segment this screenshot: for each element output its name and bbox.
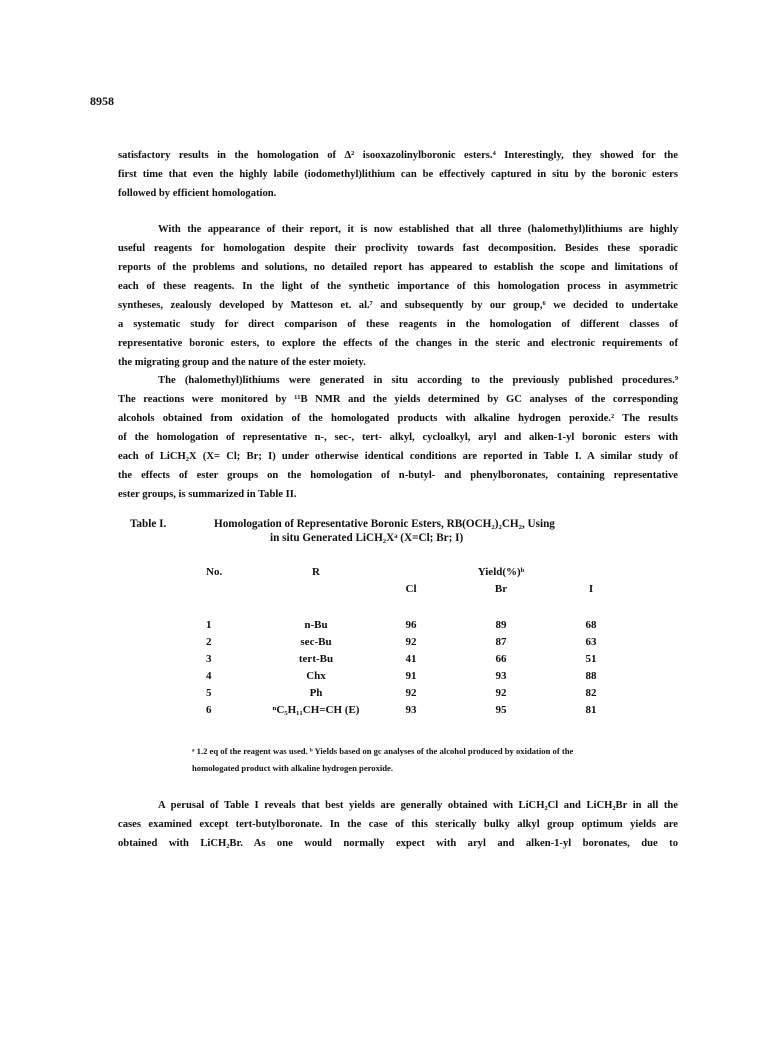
text-line: obtained with LiCH₂Br. As one would normally expect with aryl and alken-1-yl boronates, due to <box>118 838 678 849</box>
paragraph-4 <box>118 796 678 853</box>
cell-i: 88 <box>585 669 597 682</box>
text-line: reports of the problems and solutions, no detailed report has appeared to establish the scope and limitations of <box>118 262 678 273</box>
text-line: The (halomethyl)lithiums were generated in situ according to the previously published procedures.⁹ <box>158 375 678 386</box>
text-line: satisfactory results in the homologation of Δ² isooxazolinylboronic esters.⁴ Interestingly, they showed for the <box>118 150 678 161</box>
cell-cl: 92 <box>405 686 417 699</box>
cell-br: 93 <box>495 669 507 682</box>
text-line: the effects of ester groups on the homologation of n-butyl- and phenylboronates, containing representative <box>118 470 678 481</box>
header-i: I <box>588 582 594 595</box>
text-line: syntheses, zealously developed by Matteson et. al.⁷ and subsequently by our group,⁶ we decided to undertake <box>118 300 678 311</box>
text-line: alcohols obtained from oxidation of the homologated products with alkaline hydrogen peroxide.² The results <box>118 413 678 424</box>
cell-no: 5 <box>206 686 212 699</box>
cell-r: ⁿC₅H₁₁CH=CH (E) <box>272 703 360 716</box>
header-yield: Yield(%)ᵇ <box>477 565 525 578</box>
paragraph-3 <box>118 371 678 504</box>
table-row <box>200 633 636 650</box>
cell-r: sec-Bu <box>300 635 332 648</box>
cell-cl: 91 <box>405 669 417 682</box>
text-line: of the homologation of representative n-, sec-, tert- alkyl, cycloalkyl, aryl and alken-1-yl boronic esters with <box>118 432 678 443</box>
cell-no: 3 <box>206 652 212 665</box>
cell-r: n-Bu <box>304 618 328 631</box>
table-caption <box>130 518 670 544</box>
text-line: a systematic study for direct comparison of these reagents in the homologation of different classes of <box>118 319 678 330</box>
footnote-line: homologated product with alkaline hydrogen peroxide. <box>192 763 394 773</box>
header-cl: Cl <box>405 582 417 595</box>
text-line: With the appearance of their report, it is now established that all three (halomethyl)lithiums are highly <box>158 224 678 235</box>
cell-r: tert-Bu <box>298 652 334 665</box>
cell-br: 66 <box>495 652 507 665</box>
header-br: Br <box>494 582 508 595</box>
text-line: each of LiCH₂X (X= Cl; Br; I) under otherwise identical conditions are reported in Table I. A similar study of <box>118 451 678 462</box>
cell-i: 51 <box>585 652 597 665</box>
cell-i: 82 <box>585 686 597 699</box>
text-line: each of these reagents. In the light of the synthetic importance of this homologation process in asymmetric <box>118 281 678 292</box>
cell-br: 87 <box>495 635 507 648</box>
table-caption-line: Homologation of Representative Boronic Esters, RB(OCH₂)₂CH₂, Using <box>214 518 555 530</box>
text-line: cases examined except tert-butylboronate. In the case of this sterically bulky alkyl group optimum yields are <box>118 819 678 830</box>
cell-br: 95 <box>495 703 507 716</box>
header-no: No. <box>206 565 223 578</box>
cell-no: 6 <box>206 703 212 716</box>
text-line: A perusal of Table I reveals that best yields are generally obtained with LiCH₂Cl and LiCH₂Br in all the <box>158 800 678 811</box>
table-row <box>200 684 636 701</box>
text-line: first time that even the highly labile (iodomethyl)lithium can be effectively captured in situ by the boronic esters <box>118 169 678 180</box>
cell-i: 68 <box>585 618 597 631</box>
text-line: ester groups, is summarized in Table II. <box>118 489 297 500</box>
text-line: The reactions were monitored by ¹¹B NMR and the yields determined by GC analyses of the corresponding <box>118 394 678 405</box>
paragraph-1 <box>118 146 678 203</box>
table-row <box>200 616 636 633</box>
text-line: useful reagents for homologation despite their proclivity towards fast decomposition. Besides these sporadic <box>118 243 678 254</box>
table-label: Table I. <box>130 518 167 530</box>
cell-no: 4 <box>206 669 212 682</box>
text-line: the migrating group and the nature of the ester moiety. <box>118 357 366 368</box>
table-row <box>200 667 636 684</box>
cell-cl: 96 <box>405 618 417 631</box>
table-caption-line: in situ Generated LiCH₂Xᵃ (X=Cl; Br; I) <box>270 532 464 544</box>
text-line: representative boronic esters, to explore the effects of the changes in the steric and electronic requirements of <box>118 338 678 349</box>
cell-r: Ph <box>309 686 323 699</box>
table-row <box>200 650 636 667</box>
cell-br: 92 <box>495 686 507 699</box>
cell-i: 63 <box>585 635 597 648</box>
table-header-row <box>200 563 636 580</box>
cell-r: Chx <box>306 669 326 682</box>
table-row <box>200 701 636 718</box>
table-subheader-row <box>200 580 636 597</box>
table-footnote <box>192 743 652 777</box>
cell-cl: 92 <box>405 635 417 648</box>
text-line: followed by efficient homologation. <box>118 188 277 199</box>
page-number: 8958 <box>90 94 114 108</box>
cell-no: 2 <box>206 635 212 648</box>
yield-table <box>200 563 636 718</box>
footnote-line: ᵃ 1.2 eq of the reagent was used. ᵇ Yields based on gc analyses of the alcohol produced by oxidation of the <box>192 746 574 756</box>
header-r: R <box>312 565 320 578</box>
cell-i: 81 <box>585 703 597 716</box>
cell-no: 1 <box>206 618 212 631</box>
paragraph-2 <box>118 220 678 372</box>
cell-cl: 41 <box>405 652 417 665</box>
cell-cl: 93 <box>405 703 417 716</box>
cell-br: 89 <box>495 618 507 631</box>
